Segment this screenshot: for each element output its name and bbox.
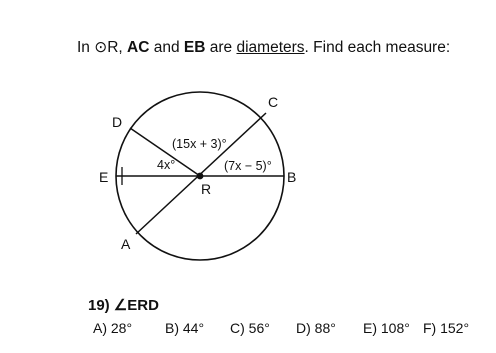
are-text: are: [205, 39, 237, 56]
point-d-label: D: [112, 114, 123, 130]
diameter-eb: EB: [183, 39, 206, 56]
choice-e[interactable]: E) 108°: [363, 320, 410, 336]
choice-a[interactable]: A) 28°: [93, 320, 133, 336]
intro-text: In: [77, 39, 95, 56]
choice-c[interactable]: C) 56°: [230, 320, 270, 336]
point-c-label: C: [268, 94, 279, 110]
diameters-word: diameters: [236, 39, 305, 56]
angle-label-top: (15x + 3)°: [172, 137, 227, 151]
circle-name: ⊙R: [94, 39, 119, 56]
choice-b[interactable]: B) 44°: [165, 320, 205, 336]
sep-text: ,: [118, 39, 128, 56]
angle-label-right: (7x − 5)°: [224, 159, 272, 173]
point-e-label: E: [99, 169, 109, 185]
diameter-ac: AC: [127, 39, 150, 56]
point-b-label: B: [287, 169, 297, 185]
point-r-label: R: [201, 181, 212, 197]
point-a-label: A: [121, 236, 131, 252]
choice-d[interactable]: D) 88°: [296, 320, 336, 336]
center-point: [197, 173, 204, 180]
question-title: 19) ∠ERD: [88, 297, 159, 314]
choice-f[interactable]: F) 152°: [423, 320, 470, 336]
angle-label-left: 4x°: [157, 158, 176, 172]
and-text: and: [149, 39, 184, 56]
rest-text: . Find each measure:: [304, 39, 451, 56]
